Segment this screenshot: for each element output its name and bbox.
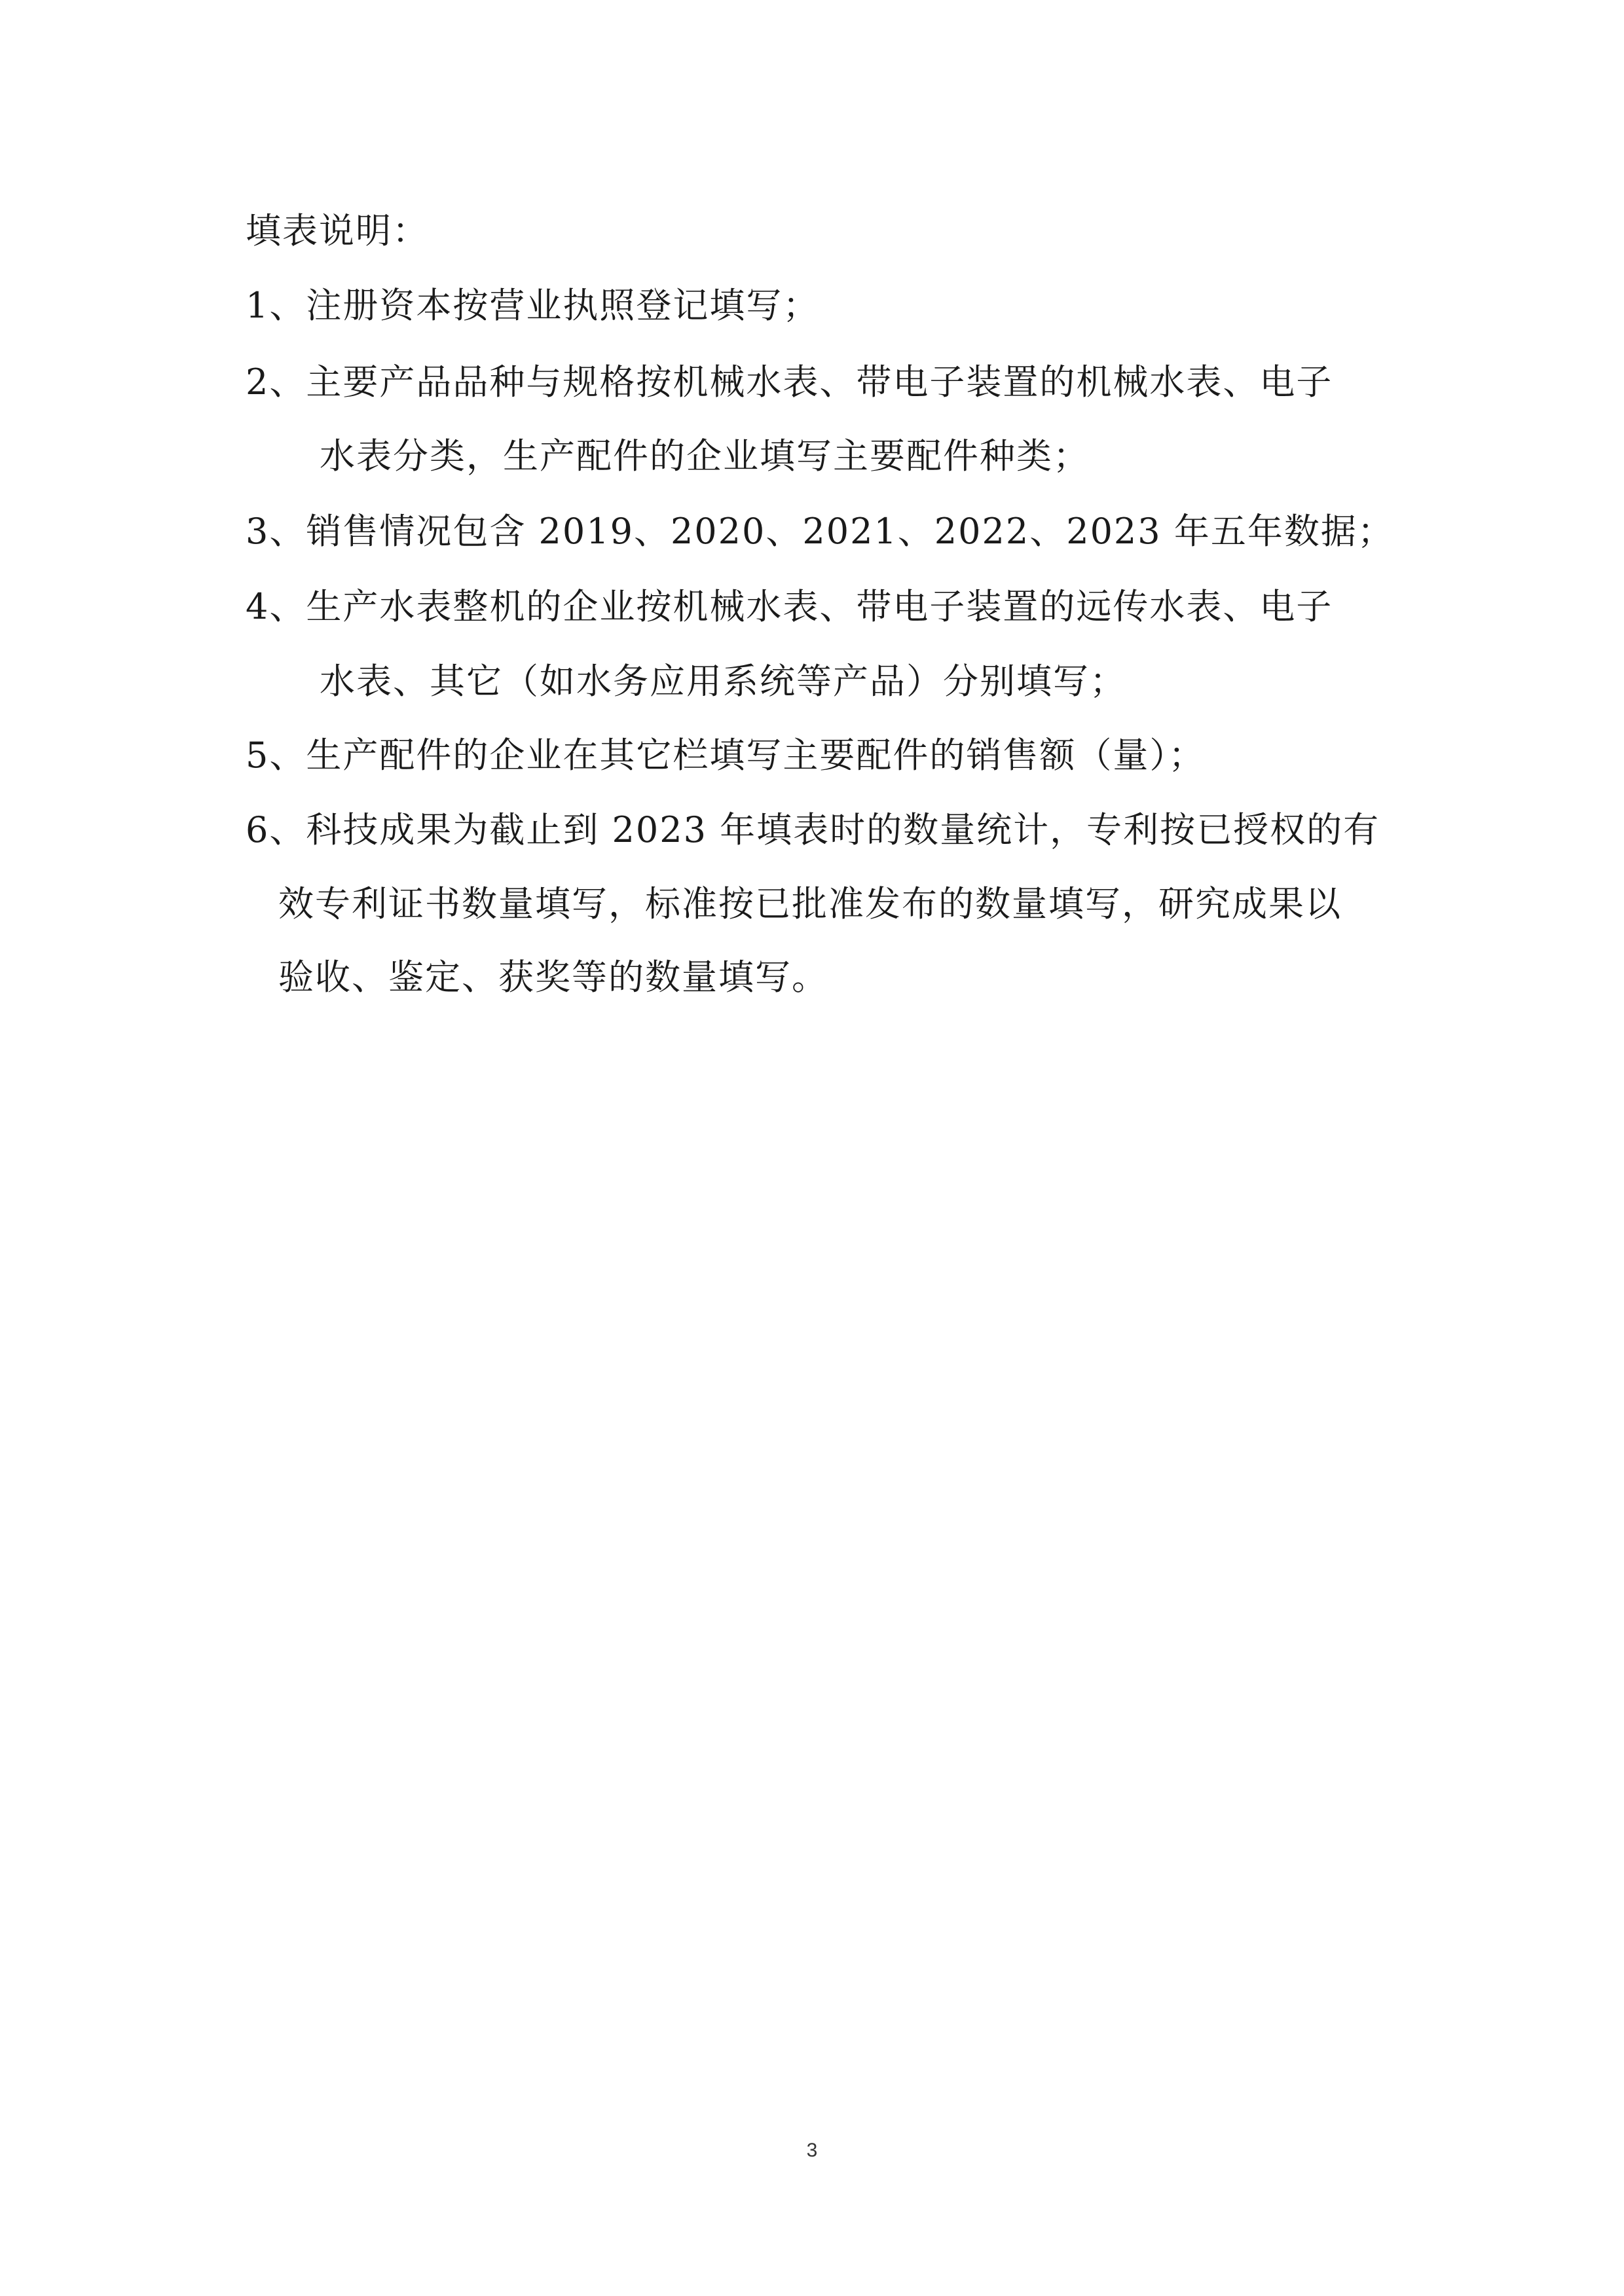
- page-number: 3: [806, 2140, 818, 2161]
- instruction-item-3: 3、销售情况包含 2019、2020、2021、2022、2023 年五年数据；: [246, 511, 1394, 552]
- instructions-heading: 填表说明：: [246, 210, 429, 251]
- instruction-item-1: 1、注册资本按营业执照登记填写；: [246, 285, 820, 326]
- instruction-item-6-line-2: 效专利证书数量填写，标准按已批准发布的数量填写，研究成果以: [278, 883, 1342, 924]
- instruction-item-6-line-1: 6、科技成果为截止到 2023 年填表时的数量统计，专利按已授权的有: [246, 809, 1380, 850]
- instruction-item-4-line-1: 4、生产水表整机的企业按机械水表、带电子装置的远传水表、电子: [246, 586, 1333, 627]
- instruction-item-2-line-1: 2、主要产品品种与规格按机械水表、带电子装置的机械水表、电子: [246, 361, 1333, 403]
- instruction-item-5: 5、生产配件的企业在其它栏填写主要配件的销售额（量）；: [246, 735, 1206, 776]
- instruction-item-4-line-2: 水表、其它（如水务应用系统等产品）分别填写；: [320, 661, 1126, 702]
- instruction-item-6-line-3: 验收、鉴定、获奖等的数量填写。: [278, 957, 828, 998]
- instruction-item-2-line-2: 水表分类，生产配件的企业填写主要配件种类；: [320, 435, 1090, 477]
